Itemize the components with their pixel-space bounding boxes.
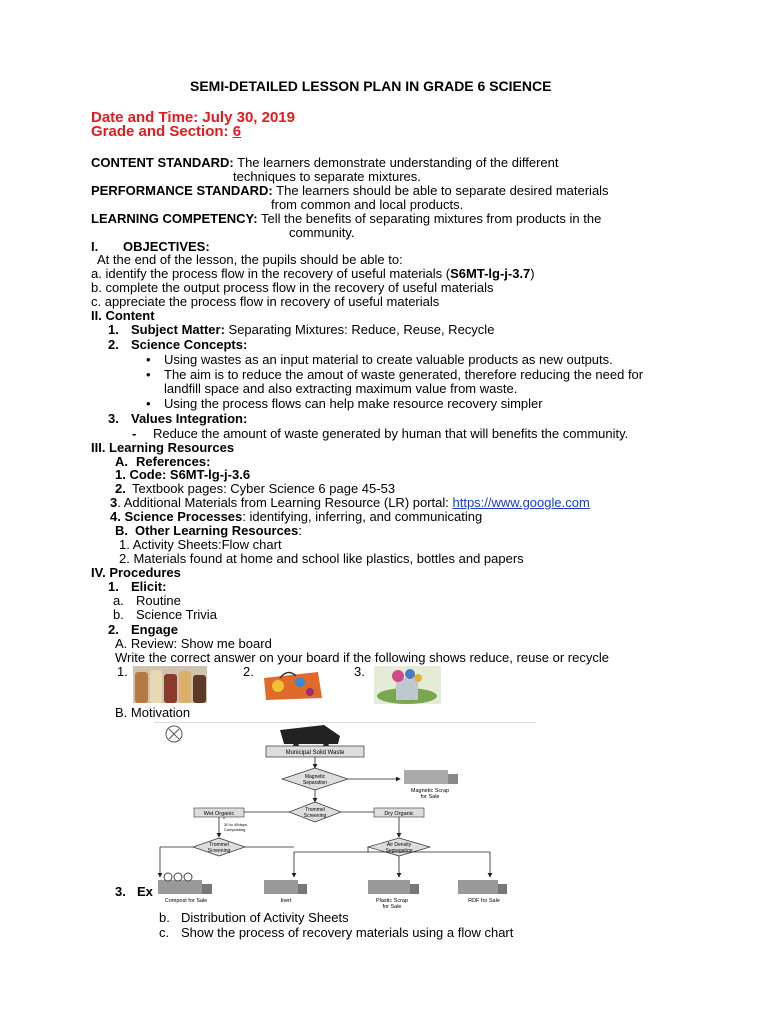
grade-section-label: Grade and Section: [91, 123, 233, 140]
composting-2: Composting [224, 827, 246, 832]
objectives-numeral: I. [91, 239, 99, 254]
explore-number: 3. [115, 884, 126, 899]
subject-matter [131, 322, 494, 337]
bullet-icon: • [146, 396, 151, 411]
processes-number: 4 [110, 509, 118, 524]
bullet-icon: • [146, 352, 151, 367]
dry-organic-box: Dry Organic [384, 811, 414, 817]
plastic-scrap-2: for Sale [382, 904, 402, 910]
air-density-2: Segregation [385, 848, 413, 854]
concept-bullet-3: Using the process flows can help make resource recovery simpler [164, 396, 543, 411]
elicit-number: 1. [108, 579, 119, 594]
elicit-b-text: Science Trivia [136, 607, 217, 622]
image-1-number: 1. [117, 664, 128, 679]
engage-number: 2. [108, 622, 119, 637]
textbook-number: 2. [115, 481, 126, 496]
objective-a-code: S6MT-lg-j-3.7 [450, 266, 531, 281]
explore-c-text: Show the process of recovery materials using a flow chart [181, 925, 514, 940]
performance-standard [91, 183, 609, 198]
trommel-screening-2b: Screening [207, 848, 231, 854]
values-number: 3. [108, 411, 119, 426]
values-integration-label: Values Integration: [131, 411, 248, 426]
concept-bullet-2b: landfill space and also extracting maximum value from waste. [164, 381, 518, 396]
lr-portal-link[interactable]: https://www.google.com [452, 495, 590, 510]
inert-label: Inert [280, 898, 292, 904]
concepts-number: 2. [108, 337, 119, 352]
processes-label: . Science Processes [117, 509, 243, 524]
composting-1: 30 to 45days [224, 822, 247, 827]
other-resource-2: 2. Materials found at home and school like plastics, bottles and papers [119, 551, 524, 566]
objective-a-text: a. identify the process flow in the recovery of useful materials ( [91, 266, 451, 281]
additional-text: . Additional Materials from Learning Resource (LR) portal: [117, 495, 453, 510]
grade-section [91, 124, 241, 139]
objective-b: b. complete the output process flow in the recovery of useful materials [91, 280, 494, 295]
processes-text: : identifying, inferring, and communicating [242, 509, 483, 524]
additional-materials [110, 495, 590, 510]
engage-label: Engage [131, 622, 178, 637]
additional-number: 3 [110, 495, 118, 510]
subject-matter-label: Subject Matter: [131, 322, 225, 337]
image-2-number: 2. [243, 664, 254, 679]
performance-standard-label: PERFORMANCE STANDARD: [91, 183, 273, 198]
bag-image [260, 668, 325, 702]
other-letter: B. [115, 523, 128, 538]
resources-heading: III. Learning Resources [91, 440, 235, 455]
recycle-image [374, 666, 441, 704]
other-resources-label: Other Learning Resources [135, 523, 299, 538]
procedures-heading: IV. Procedures [91, 565, 181, 580]
content-heading: II. Content [91, 308, 155, 323]
magnetic-separation-2: Separation [302, 780, 328, 786]
magnetic-scrap-2: for Sale [420, 794, 440, 800]
review-line: A. Review: Show me board [115, 636, 272, 651]
jars-image [133, 666, 207, 703]
msw-box: Municipal Solid Waste [285, 750, 345, 756]
other-resources-colon: : [298, 523, 302, 538]
elicit-a-letter: a. [113, 593, 124, 608]
learning-competency [91, 211, 601, 226]
performance-standard-text: The learners should be able to separate desired materials [272, 183, 609, 198]
date-time: Date and Time: July 30, 2019 [91, 109, 295, 126]
science-concepts-label: Science Concepts: [131, 337, 248, 352]
content-standard-label: CONTENT STANDARD: [91, 155, 234, 170]
page-title: SEMI-DETAILED LESSON PLAN IN GRADE 6 SCIENCE [190, 78, 552, 94]
other-resource-1: 1. Activity Sheets:Flow chart [119, 537, 282, 552]
values-text: Reduce the amount of waste generated by human that will benefits the community. [153, 426, 629, 441]
textbook-text: Textbook pages: Cyber Science 6 page 45-53 [132, 481, 396, 496]
recovery-flowchart [154, 722, 536, 910]
refs-letter: A. [115, 454, 128, 469]
grade-section-value: 6 [232, 123, 242, 140]
objectives-heading: OBJECTIVES: [123, 239, 210, 254]
content-standard-line2: techniques to separate mixtures. [233, 169, 421, 184]
motivation-line: B. Motivation [115, 705, 191, 720]
science-processes [110, 509, 482, 524]
elicit-label: Elicit: [131, 579, 167, 594]
trommel-screening-2a: Trommel [209, 842, 229, 848]
trommel-screening-1b: Screening [303, 813, 327, 819]
learning-competency-text: Tell the benefits of separating mixtures from products in the [257, 211, 602, 226]
objective-c: c. appreciate the process flow in recovery of useful materials [91, 294, 440, 309]
performance-standard-line2: from common and local products. [271, 197, 464, 212]
magnetic-scrap-1: Magnetic Scrap [410, 788, 450, 794]
plastic-scrap-1: Plastic Scrap [375, 898, 409, 904]
learning-competency-label: LEARNING COMPETENCY: [91, 211, 258, 226]
instruction-line: Write the correct answer on your board if the following shows reduce, reuse or recycle [115, 650, 609, 665]
learning-competency-line2: community. [289, 225, 355, 240]
concept-bullet-1: Using wastes as an input material to create valuable products as new outputs. [164, 352, 613, 367]
explore-label-partial: Ex [137, 884, 153, 899]
explore-c-letter: c. [159, 925, 170, 940]
compost-label: Compost for Sale [164, 898, 208, 904]
elicit-b-letter: b. [113, 607, 124, 622]
elicit-a-text: Routine [136, 593, 181, 608]
magnetic-separation-1: Magnetic [304, 774, 326, 780]
objectives-intro: At the end of the lesson, the pupils should be able to: [97, 252, 403, 267]
explore-b-text: Distribution of Activity Sheets [181, 910, 349, 925]
bullet-icon: • [146, 367, 151, 382]
objective-a [91, 266, 535, 281]
code-line: 1. Code: S6MT-lg-j-3.6 [115, 467, 251, 482]
concept-bullet-2a: The aim is to reduce the amout of waste generated, therefore reducing the need for [164, 367, 644, 382]
content-standard-text: The learners demonstrate understanding of the different [233, 155, 559, 170]
wet-organic-box: Wet Organic [203, 811, 235, 817]
explore-b-letter: b. [159, 910, 170, 925]
subject-matter-value: Separating Mixtures: Reduce, Reuse, Recycle [224, 322, 495, 337]
content-standard [91, 155, 558, 170]
objective-a-close: ) [530, 266, 535, 281]
image-3-number: 3. [354, 664, 365, 679]
other-resources [135, 523, 302, 538]
air-density-1: Air Density [386, 842, 412, 848]
references-label: References: [136, 454, 211, 469]
values-dash: - [132, 426, 137, 441]
trommel-screening-1a: Trommel [305, 807, 325, 813]
rdf-label: RDF for Sale [468, 898, 500, 904]
subject-number: 1. [108, 322, 119, 337]
